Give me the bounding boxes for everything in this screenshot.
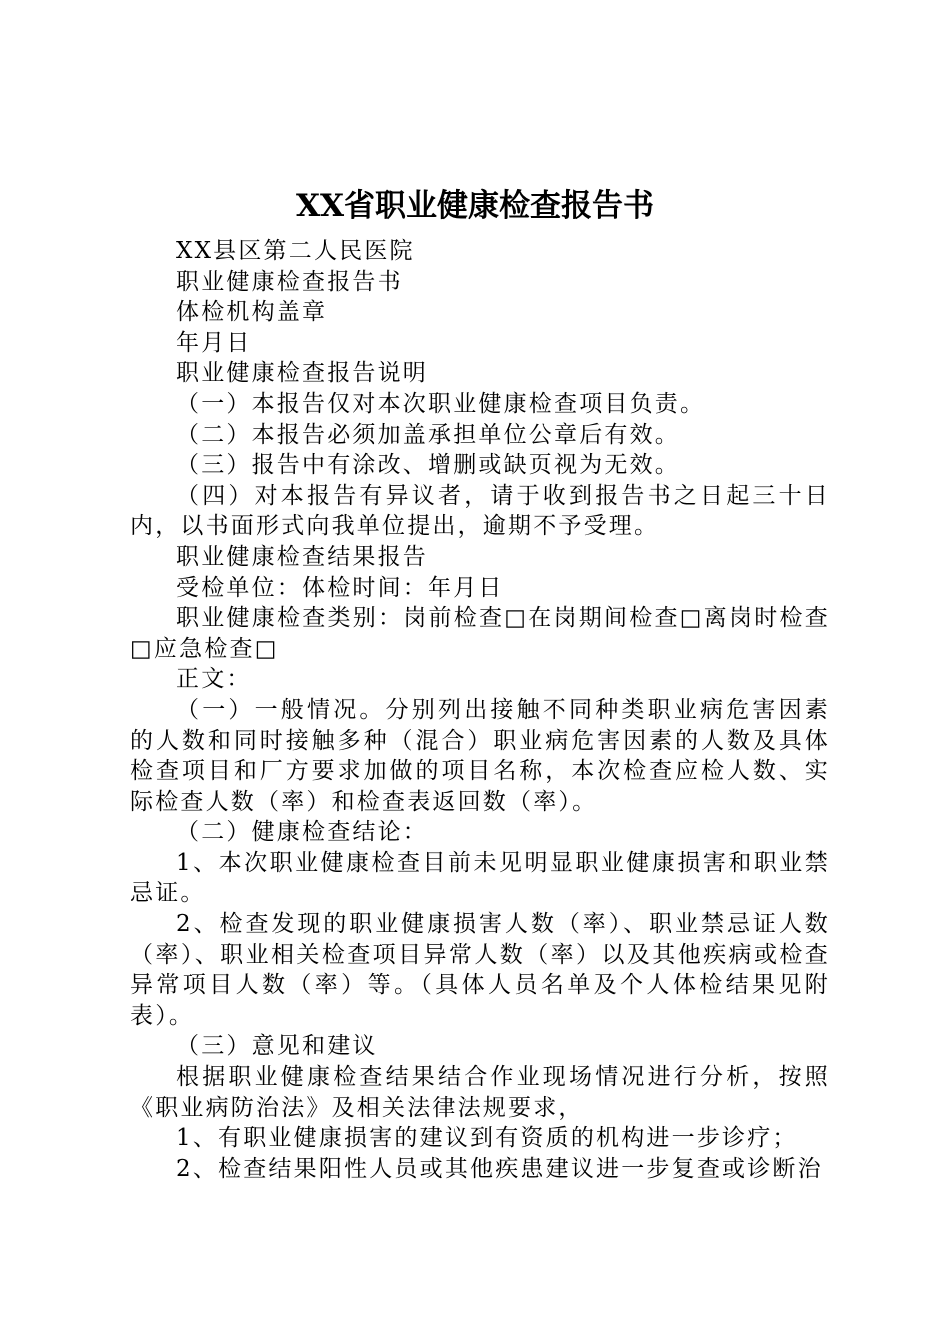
paragraph-results-heading: 职业健康检查结果报告	[176, 543, 428, 570]
paragraph-note-4: （四）对本报告有异议者，请于收到报告书之日起三十日内，以书面形式向我单位提出，逾期不予受理。	[130, 482, 830, 540]
paragraph-conclusion-1: 1、本次职业健康检查目前未见明显职业健康损害和职业禁忌证。	[130, 849, 830, 907]
paragraph-advice-heading: （三）意见和建议	[176, 1033, 378, 1060]
paragraph-advice-1: 1、有职业健康损害的建议到有资质的机构进一步诊疗；	[176, 1125, 798, 1152]
paragraph-note-1: （一）本报告仅对本次职业健康检查项目负责。	[176, 390, 706, 417]
paragraph-note-3: （三）报告中有涂改、增删或缺页视为无效。	[176, 452, 680, 479]
paragraph-report-name: 职业健康检查报告书	[176, 268, 403, 295]
paragraph-unit-time: 受检单位：体检时间：年月日	[176, 574, 504, 601]
paragraph-notes-heading: 职业健康检查报告说明	[176, 360, 428, 387]
paragraph-check-category: 职业健康检查类别：岗前检查□在岗期间检查□离岗时检查□应急检查□	[130, 605, 830, 662]
paragraph-date: 年月日	[176, 329, 252, 356]
paragraph-conclusion-heading: （二）健康检查结论：	[176, 819, 428, 846]
document-body	[130, 236, 830, 1184]
paragraph-note-2: （二）本报告必须加盖承担单位公章后有效。	[176, 421, 680, 448]
document-title: XX省职业健康检查报告书	[295, 188, 655, 224]
paragraph-general-situation: （一）一般情况。分别列出接触不同种类职业病危害因素的人数和同时接触多种（混合）职业病危害因素的人数及具体检查项目和厂方要求加做的项目名称，本次检查应检人数、实际检查人数（率）和检查表返回数（率）。	[130, 696, 830, 815]
paragraph-advice-intro: 根据职业健康检查结果结合作业现场情况进行分析，按照《职业病防治法》及相关法律法规要求，	[130, 1064, 830, 1121]
paragraph-conclusion-2: 2、检查发现的职业健康损害人数（率）、职业禁忌证人数（率）、职业相关检查项目异常人数（率）以及其他疾病或检查异常项目人数（率）等。（具体人员名单及个人体检结果见附表）。	[130, 911, 830, 1029]
paragraph-advice-2: 2、检查结果阳性人员或其他疾患建议进一步复查或诊断治	[176, 1155, 823, 1182]
paragraph-stamp: 体检机构盖章	[176, 299, 328, 326]
paragraph-hospital-name: XX县区第二人民医院	[176, 238, 415, 264]
paragraph-main-text-label: 正文：	[176, 666, 252, 693]
